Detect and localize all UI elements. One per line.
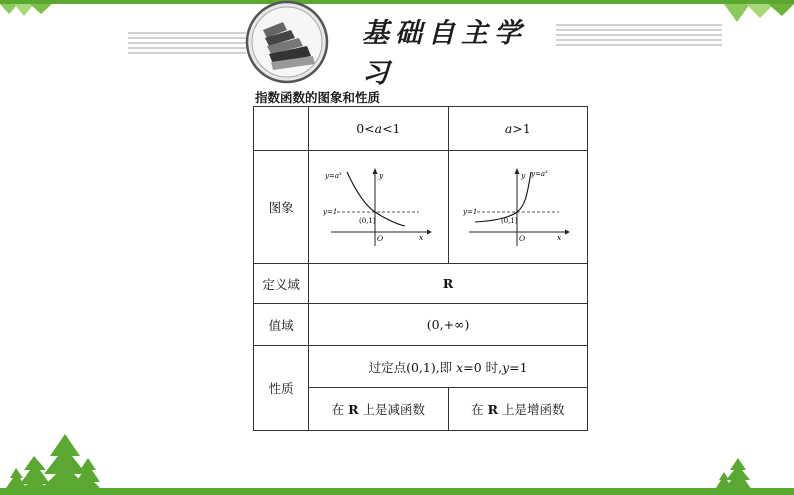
header-case1-prefix: 0< bbox=[356, 121, 375, 136]
point-label: (0,1) bbox=[500, 217, 518, 225]
x-axis-label: x bbox=[556, 233, 562, 242]
header-stripes-right bbox=[556, 22, 722, 62]
fixed-point-text-2: =0 时, bbox=[463, 359, 503, 375]
y-axis-arrow bbox=[373, 168, 378, 174]
domain-row-label: 定义域 bbox=[254, 264, 309, 304]
curve-label: $y=a^x$ bbox=[325, 171, 343, 180]
fixed-point-property bbox=[309, 346, 588, 388]
top-green-line bbox=[0, 0, 794, 4]
graph-decreasing-cell bbox=[309, 151, 448, 264]
header-case1-suffix: <1 bbox=[382, 121, 401, 136]
decreasing-prefix: 在 bbox=[331, 402, 349, 417]
range-value: (0,+∞) bbox=[309, 304, 588, 346]
graph-row bbox=[254, 151, 588, 264]
origin-label: O bbox=[518, 234, 525, 243]
fixed-point-var-y: y bbox=[502, 359, 510, 375]
x-axis-arrow bbox=[565, 230, 570, 235]
properties-row-label: 性质 bbox=[254, 346, 309, 431]
table-header-row bbox=[254, 107, 588, 151]
header-case1-var: a bbox=[374, 121, 383, 136]
graph-increasing bbox=[463, 166, 573, 248]
pine-tree-decoration-right bbox=[716, 456, 756, 490]
increasing-prefix: 在 bbox=[471, 402, 488, 417]
x-axis-label: x bbox=[419, 233, 424, 242]
fixed-point-text-1: 过定点(0,1),即 bbox=[368, 359, 457, 375]
curve-label: $y=a^x$ bbox=[530, 169, 548, 178]
range-row-label: 值域 bbox=[254, 304, 309, 346]
decreasing-suffix: 上是减函数 bbox=[358, 402, 426, 417]
fixed-point-var-x: x bbox=[456, 359, 464, 375]
origin-label: O bbox=[377, 234, 384, 243]
decreasing-set-r: R bbox=[348, 402, 359, 417]
increasing-suffix: 上是增函数 bbox=[497, 402, 565, 417]
section-subtitle: 指数函数的图象和性质 bbox=[255, 90, 381, 105]
empty-corner-cell bbox=[254, 107, 309, 151]
stacked-books-icon bbox=[243, 0, 331, 86]
top-right-triangles-decoration bbox=[724, 4, 794, 26]
increasing-set-r: R bbox=[487, 402, 498, 417]
increasing-property bbox=[448, 388, 587, 431]
point-label: (0,1) bbox=[359, 217, 376, 225]
graph-row-label: 图象 bbox=[254, 151, 309, 264]
y-axis-label: y bbox=[520, 171, 526, 180]
properties-row bbox=[254, 346, 588, 388]
x-axis-arrow bbox=[427, 230, 432, 235]
header-stripes-left bbox=[128, 22, 246, 62]
domain-value: R bbox=[309, 264, 588, 304]
header-title: 基础自主学习 bbox=[362, 18, 527, 89]
range-row bbox=[254, 304, 588, 346]
exponential-function-table bbox=[253, 106, 588, 431]
domain-row bbox=[254, 264, 588, 304]
graph-decreasing bbox=[323, 166, 433, 248]
y-axis-arrow bbox=[514, 168, 519, 174]
pine-trees-decoration-left bbox=[0, 430, 110, 490]
header-case2-var: a bbox=[504, 121, 513, 136]
decreasing-property bbox=[309, 388, 448, 431]
asymptote-label: y=1 bbox=[323, 208, 338, 216]
fixed-point-text-3: =1 bbox=[509, 359, 528, 375]
bottom-green-bar bbox=[0, 488, 794, 495]
header-case-a-greater-1 bbox=[448, 107, 587, 151]
decreasing-curve bbox=[347, 172, 405, 226]
asymptote-label: y=1 bbox=[462, 208, 478, 216]
header-case-a-between-0-1 bbox=[309, 107, 448, 151]
header-case2-suffix: >1 bbox=[512, 121, 531, 136]
graph-increasing-cell bbox=[448, 151, 587, 264]
y-axis-label: y bbox=[379, 171, 384, 180]
top-left-triangles-decoration bbox=[0, 4, 60, 18]
